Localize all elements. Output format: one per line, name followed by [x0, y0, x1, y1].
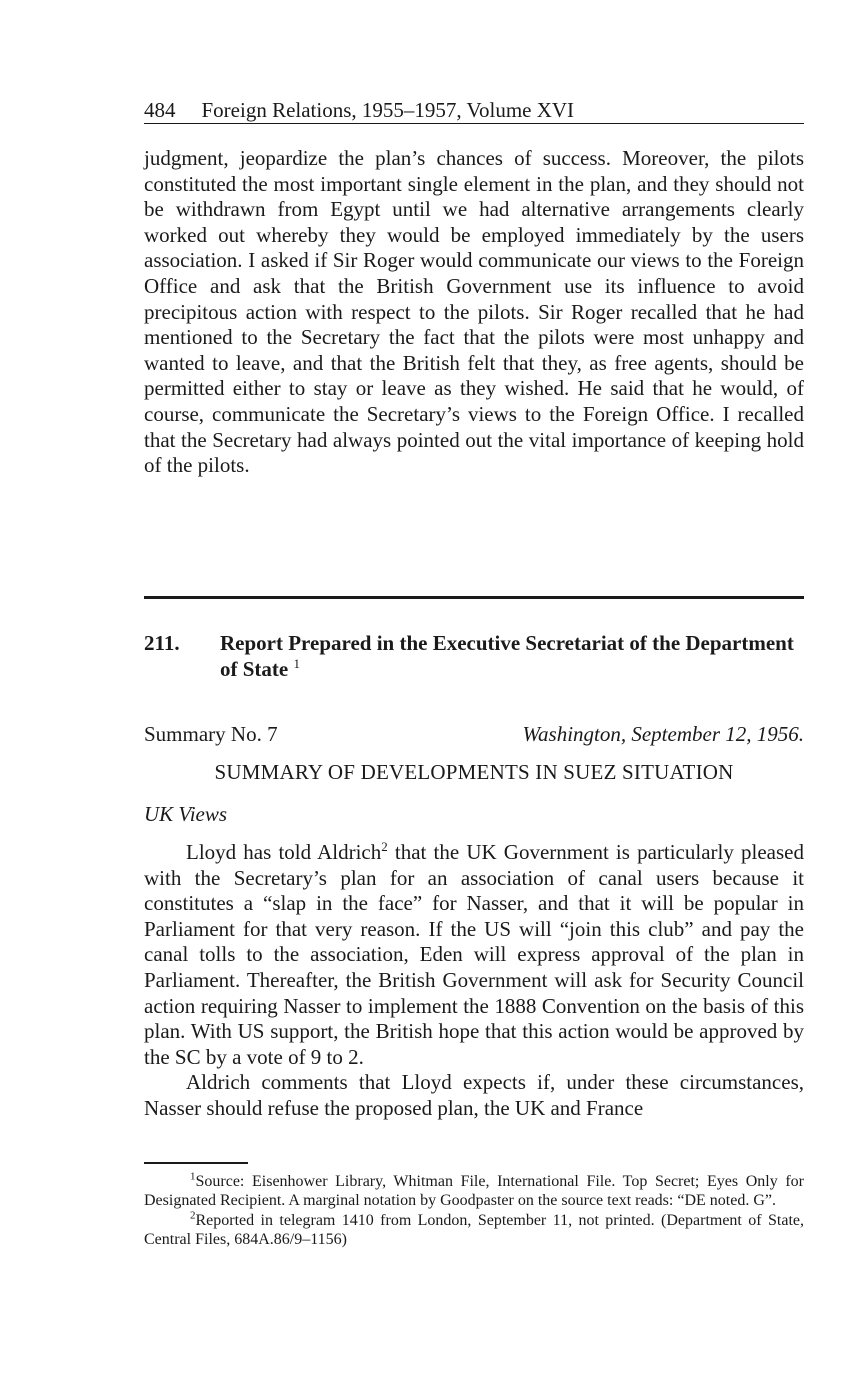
place-date: Washington, September 12, 1956. — [522, 722, 804, 746]
section-divider — [144, 596, 804, 599]
document-number: 211. — [144, 631, 180, 655]
page-number: 484 — [144, 98, 176, 122]
footnote-ref-1[interactable]: 1 — [293, 656, 300, 671]
footnotes — [144, 1172, 804, 1249]
document-title: Report Prepared in the Executive Secretariat of the Department of State $^1$ — [220, 631, 794, 681]
summary-title: SUMMARY OF DEVELOPMENTS IN SUEZ SITUATION — [214, 760, 734, 784]
volume-title: Foreign Relations, 1955–1957, Volume XVI — [201, 98, 575, 122]
paragraph: Aldrich comments that Lloyd expects if, under these circumstances, Nasser should refuse the proposed plan, the UK and France — [144, 1070, 804, 1120]
section-heading: UK Views — [144, 802, 228, 826]
summary-number: Summary No. 7 — [144, 722, 278, 746]
continued-paragraph: judgment, jeopardize the plan’s chances of success. Moreover, the pilots constituted the most important single element in the plan, and they should not be withdrawn from Egypt until we had alternative arrangements clearly worked out whereby they would be employed immediately by the users association. I asked if Sir Roger would communicate our views to the Foreign Office and ask that the British Government use its influence to avoid precipitous action with respect to the pilots. Sir Roger recalled that he had mentioned to the Secretary the fact that the pilots were most unhappy and wanted to leave, and that the British felt that they, as free agents, should be permitted either to stay or leave as they wished. He said that he would, of course, communicate the Secretary’s views to the Foreign Office. I recalled that the Secretary had always pointed out the vital importance of keeping hold of the pilots. — [144, 146, 804, 478]
footnote-ref-2[interactable]: 2 — [381, 839, 388, 854]
footnote-1: $^1$Source: Eisenhower Library, Whitman File, International File. Top Secret; Eyes Only for Designated Recipient. A marginal notation by Goodpaster on the source text reads: “DE noted. G”. — [144, 1170, 804, 1210]
paragraph: Lloyd has told Aldrich$^2$ that the UK Government is particularly pleased with the Secretary’s plan for an association of canal users because it constitutes a “slap in the face” for Nasser, and that it will be popular in Parliament for that very reason. If the US will “join this club” and pay the canal tolls to the association, Eden will express approval of the plan in Parliament. Thereafter, the British Government will ask for Security Council action requiring Nasser to implement the 1888 Convention on the basis of this plan. With US support, the British hope that this action would be approved by the SC by a vote of 9 to 2. — [144, 839, 804, 1069]
footnote-divider — [144, 1162, 248, 1164]
footnote-2: $^2$Reported in telegram 1410 from London, September 11, not printed. (Department of State, Central Files, 684A.86/9–1156) — [144, 1209, 804, 1248]
running-head — [144, 98, 804, 124]
body-section — [144, 840, 804, 1122]
